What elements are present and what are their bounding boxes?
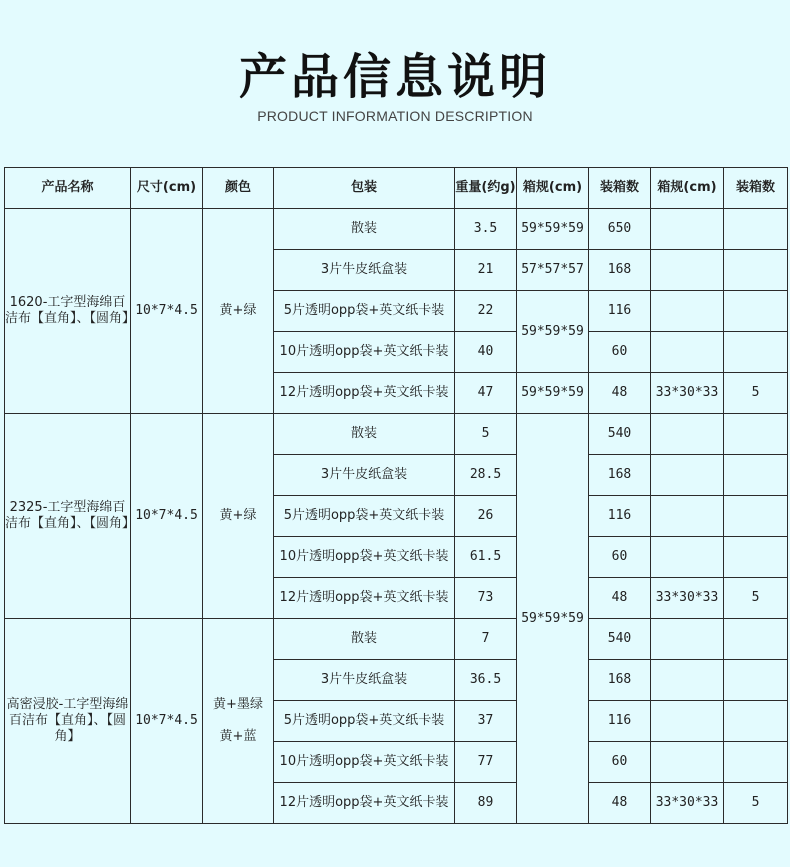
packaging-cell: 3片牛皮纸盒装	[274, 455, 455, 496]
qty-cell: 116	[589, 496, 651, 537]
header-packaging: 包装	[274, 168, 455, 209]
qty2-cell	[724, 537, 788, 578]
weight-cell: 7	[455, 619, 517, 660]
carton-cell: 59*59*59	[517, 209, 589, 250]
carton2-cell	[651, 209, 724, 250]
product-name-cell: 1620-工字型海绵百洁布【直角】、【圆角】	[5, 209, 131, 414]
header-size: 尺寸(cm)	[131, 168, 203, 209]
carton2-cell: 33*30*33	[651, 373, 724, 414]
qty2-cell	[724, 455, 788, 496]
carton2-cell	[651, 619, 724, 660]
qty-cell: 60	[589, 537, 651, 578]
product-name-cell: 2325-工字型海绵百洁布【直角】、【圆角】	[5, 414, 131, 619]
packaging-cell: 3片牛皮纸盒装	[274, 660, 455, 701]
header-carton-size: 箱规(cm)	[517, 168, 589, 209]
color-value: 黄+绿	[219, 508, 257, 523]
qty2-cell	[724, 332, 788, 373]
qty-cell: 540	[589, 619, 651, 660]
size-cell: 10*7*4.5	[131, 414, 203, 619]
qty2-cell	[724, 742, 788, 783]
qty-cell: 60	[589, 332, 651, 373]
qty2-cell	[724, 619, 788, 660]
color-cell	[203, 414, 274, 619]
size-cell: 10*7*4.5	[131, 209, 203, 414]
header-product-name: 产品名称	[5, 168, 131, 209]
packaging-cell: 散装	[274, 619, 455, 660]
qty2-cell	[724, 291, 788, 332]
qty2-cell	[724, 209, 788, 250]
color-cell	[203, 209, 274, 414]
packaging-cell: 10片透明opp袋+英文纸卡装	[274, 742, 455, 783]
qty-cell: 168	[589, 660, 651, 701]
color-cell	[203, 619, 274, 824]
weight-cell: 40	[455, 332, 517, 373]
weight-cell: 21	[455, 250, 517, 291]
qty-cell: 116	[589, 701, 651, 742]
carton2-cell	[651, 455, 724, 496]
weight-cell: 61.5	[455, 537, 517, 578]
qty2-cell: 5	[724, 578, 788, 619]
header-carton-size-2: 箱规(cm)	[651, 168, 724, 209]
page-subtitle: PRODUCT INFORMATION DESCRIPTION	[257, 108, 533, 124]
qty2-cell	[724, 660, 788, 701]
weight-cell: 28.5	[455, 455, 517, 496]
qty-cell: 60	[589, 742, 651, 783]
carton2-cell	[651, 250, 724, 291]
packaging-cell: 12片透明opp袋+英文纸卡装	[274, 783, 455, 824]
table-header-row	[5, 168, 788, 209]
carton2-cell	[651, 701, 724, 742]
carton2-cell: 33*30*33	[651, 783, 724, 824]
carton-cell: 59*59*59	[517, 291, 589, 373]
carton2-cell: 33*30*33	[651, 578, 724, 619]
qty2-cell	[724, 250, 788, 291]
weight-cell: 5	[455, 414, 517, 455]
packaging-cell: 10片透明opp袋+英文纸卡装	[274, 332, 455, 373]
color-value: 黄+蓝	[219, 729, 257, 744]
product-name-cell: 高密浸胶-工字型海绵百洁布【直角】、【圆角】	[5, 619, 131, 824]
qty2-cell	[724, 414, 788, 455]
shared-carton-cell: 59*59*59	[517, 414, 589, 824]
qty-cell: 168	[589, 250, 651, 291]
packaging-cell: 散装	[274, 414, 455, 455]
qty-cell: 116	[589, 291, 651, 332]
table-row	[5, 209, 788, 250]
qty-cell: 650	[589, 209, 651, 250]
weight-cell: 47	[455, 373, 517, 414]
packaging-cell: 3片牛皮纸盒装	[274, 250, 455, 291]
weight-cell: 26	[455, 496, 517, 537]
table-row	[5, 414, 788, 455]
carton2-cell	[651, 660, 724, 701]
qty2-cell	[724, 701, 788, 742]
qty-cell: 540	[589, 414, 651, 455]
weight-cell: 3.5	[455, 209, 517, 250]
size-cell: 10*7*4.5	[131, 619, 203, 824]
weight-cell: 22	[455, 291, 517, 332]
carton2-cell	[651, 742, 724, 783]
carton-cell: 59*59*59	[517, 373, 589, 414]
qty2-cell: 5	[724, 783, 788, 824]
carton2-cell	[651, 332, 724, 373]
header-color: 颜色	[203, 168, 274, 209]
carton-cell: 57*57*57	[517, 250, 589, 291]
packaging-cell: 12片透明opp袋+英文纸卡装	[274, 578, 455, 619]
carton2-cell	[651, 537, 724, 578]
weight-cell: 89	[455, 783, 517, 824]
packaging-cell: 5片透明opp袋+英文纸卡装	[274, 291, 455, 332]
carton2-cell	[651, 414, 724, 455]
qty-cell: 48	[589, 783, 651, 824]
weight-cell: 37	[455, 701, 517, 742]
header-carton-qty: 装箱数	[589, 168, 651, 209]
carton2-cell	[651, 291, 724, 332]
header-carton-qty-2: 装箱数	[724, 168, 788, 209]
weight-cell: 36.5	[455, 660, 517, 701]
qty2-cell: 5	[724, 373, 788, 414]
qty-cell: 48	[589, 578, 651, 619]
packaging-cell: 散装	[274, 209, 455, 250]
page-title: 产品信息说明	[238, 49, 551, 105]
packaging-cell: 12片透明opp袋+英文纸卡装	[274, 373, 455, 414]
weight-cell: 77	[455, 742, 517, 783]
packaging-cell: 10片透明opp袋+英文纸卡装	[274, 537, 455, 578]
weight-cell: 73	[455, 578, 517, 619]
color-value: 黄+绿	[219, 303, 257, 318]
header-weight: 重量(约g)	[455, 168, 517, 209]
table-row	[5, 619, 788, 660]
packaging-cell: 5片透明opp袋+英文纸卡装	[274, 496, 455, 537]
qty2-cell	[724, 496, 788, 537]
product-info-table	[4, 167, 788, 824]
carton2-cell	[651, 496, 724, 537]
qty-cell: 168	[589, 455, 651, 496]
color-value: 黄+墨绿	[213, 697, 263, 712]
packaging-cell: 5片透明opp袋+英文纸卡装	[274, 701, 455, 742]
qty-cell: 48	[589, 373, 651, 414]
